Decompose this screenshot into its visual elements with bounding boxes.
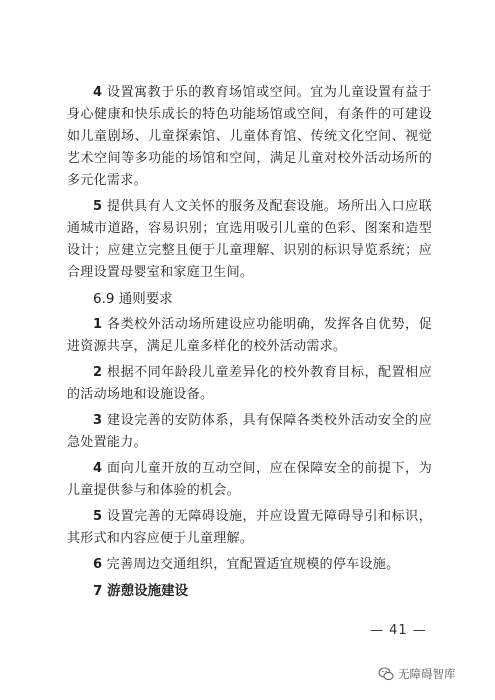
rule-text: 设置完善的无障碍设施，并应设置无障碍导引和标识，其形式和内容应便于儿童理解。 [67,509,432,546]
paragraph-number: 4 [93,85,103,100]
paragraph-text: 设置寓教于乐的教育场馆或空间。宜为儿童设置有益于身心健康和快乐成长的特色功能场馆或空间，有条件的可建设如儿童剧场、儿童探索馆、儿童体育馆、传统文化空间、视觉艺术空间等多功能的场馆和空间，满足儿童对校外活动场所的多元化需求。 [67,85,432,188]
wechat-icon [378,666,394,682]
rule-number: 1 [93,317,103,332]
paragraph-number: 5 [93,199,103,214]
rule-item-3 [67,410,432,454]
paragraph-text: 提供具有人文关怀的服务及配套设施。场所出入口应联通城市道路，容易识别；宜选用吸引儿童的色彩、图案和造型设计；应建立完整且便于儿童理解、识别的标识导览系统；应合理设置母婴室和家庭卫生间。 [67,199,432,280]
section-heading-6-9: 6.9 通则要求 [93,291,173,307]
rule-text: 根据不同年龄段儿童差异化的校外教育目标，配置相应的活动场地和设施设备。 [67,365,432,402]
rule-item-5 [67,506,432,550]
rule-item-4 [67,458,432,502]
rule-number: 6 [93,557,103,572]
rule-number: 4 [93,461,103,476]
rule-number: 5 [93,509,103,524]
rule-text: 完善周边交通组织，宜配置适宜规模的停车设施。 [106,557,400,572]
rule-item-1 [67,314,432,358]
rule-number: 3 [93,413,103,428]
rule-item-6 [67,554,432,576]
page-number: — 41 — [370,623,427,638]
rule-item-2 [67,362,432,406]
paragraph-item-4 [67,82,432,192]
rule-text: 面向儿童开放的互动空间，应在保障安全的前提下，为儿童提供参与和体验的机会。 [67,461,432,498]
page-content [67,82,432,606]
watermark [378,666,456,682]
rule-text: 各类校外活动场所建设应功能明确，发挥各自优势，促进资源共享，满足儿童多样化的校外活动需求。 [67,317,432,354]
rule-number: 2 [93,365,103,380]
rule-text: 建设完善的安防体系，具有保障各类校外活动安全的应急处置能力。 [67,413,432,450]
section-heading-7: 7 游憩设施建设 [93,583,189,599]
paragraph-item-5 [67,196,432,284]
watermark-text: 无障碍智库 [398,667,456,681]
